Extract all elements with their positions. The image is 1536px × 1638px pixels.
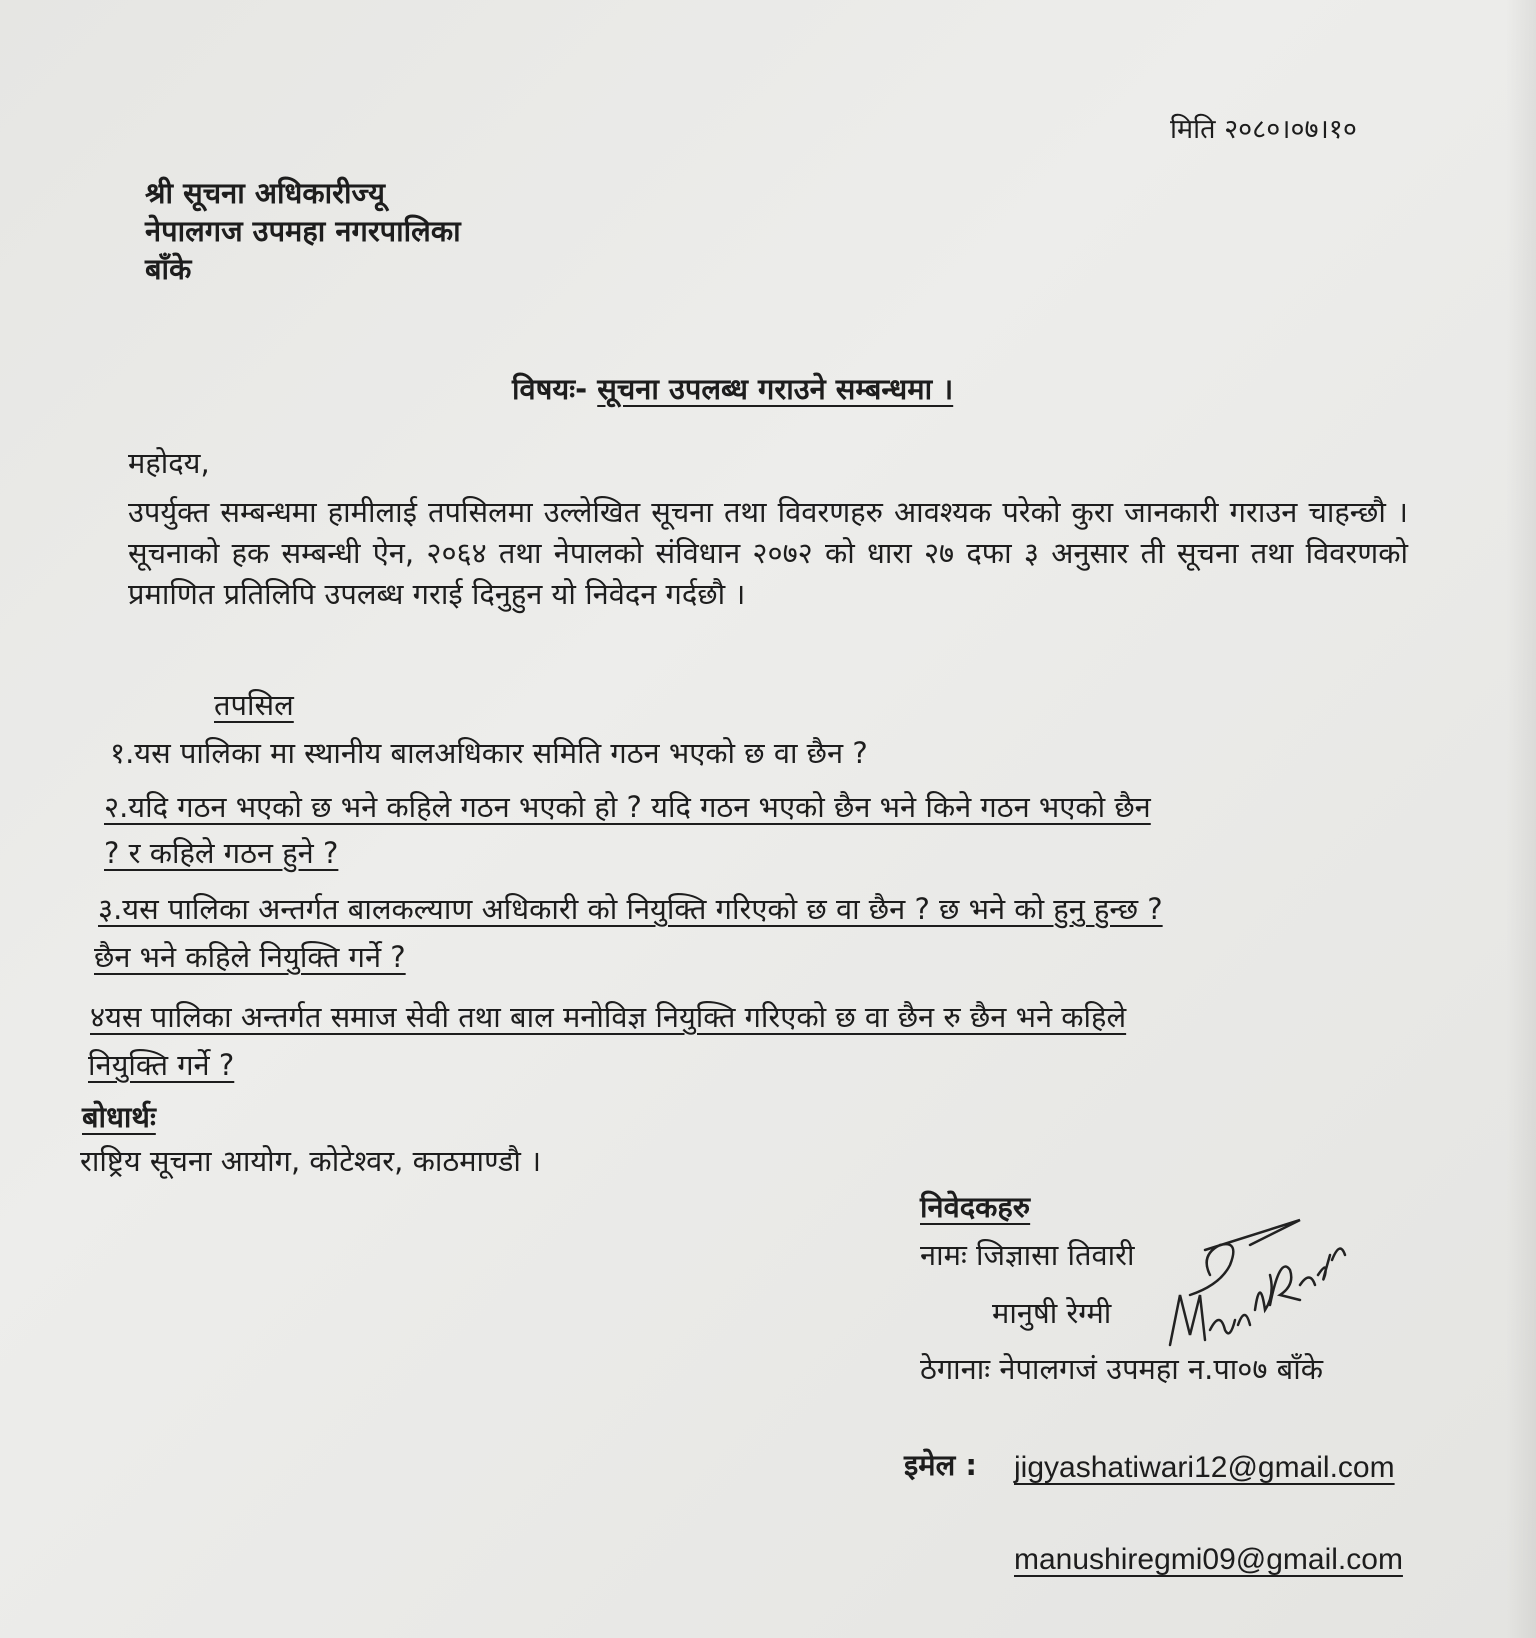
cc-text: राष्ट्रिय सूचना आयोग, कोटेश्वर, काठमाण्डौ ।	[80, 1144, 542, 1178]
detail-item-4-line-2: नियुक्ति गर्ने ?	[88, 1048, 235, 1082]
recipient-line-2: नेपालगज उपमहा नगरपालिका	[145, 214, 461, 248]
paper-edge-shadow	[1506, 0, 1536, 1638]
detail-item-2-line-2: ? र कहिले गठन हुने ?	[104, 836, 339, 870]
detail-item-2-line-1: २.यदि गठन भएको छ भने कहिले गठन भएको हो ? यदि गठन भएको छैन भने किने गठन भएको छैन	[104, 790, 1151, 824]
email-2: manushiregmi09@gmail.com	[1014, 1543, 1403, 1576]
recipient-line-3: बाँके	[145, 252, 192, 286]
recipient-line-1: श्री सूचना अधिकारीज्यू	[145, 176, 385, 210]
subject-label: विषयः-	[512, 372, 588, 406]
email-1: jigyashatiwari12@gmail.com	[1014, 1451, 1395, 1484]
body-paragraph: उपर्युक्त सम्बन्धमा हामीलाई तपसिलमा उल्लेखित सूचना तथा विवरणहरु आवश्यक परेको कुरा जानकारी गराउन चाहन्छौ । सूचनाको हक सम्बन्धी ऐन, २०६४ तथा नेपालको संविधान २०७२ को धारा २७ दफा ३ अनुसार ती सूचना तथा विवरणको प्रमाणित प्रतिलिपि उपलब्ध गराई दिनुहुन यो निवेदन गर्दछौ ।	[128, 495, 1408, 611]
email-label: इमेल :	[904, 1448, 977, 1482]
cc-label: बोधार्थः	[82, 1100, 156, 1134]
applicant-address: ठेगानाः नेपालगजं उपमहा न.पा०७ बाँके	[920, 1352, 1324, 1386]
applicants-heading: निवेदकहरु	[920, 1190, 1031, 1224]
detail-item-4-line-1: ४यस पालिका अन्तर्गत समाज सेवी तथा बाल मनोविज्ञ नियुक्ति गरिएको छ वा छैन रु छैन भने कहिले	[90, 1000, 1127, 1034]
subject-text: सूचना उपलब्ध गराउने सम्बन्धमा ।	[597, 372, 954, 406]
applicant-name-1: नामः जिज्ञासा तिवारी	[920, 1238, 1135, 1272]
applicant-name-2: मानुषी रेग्मी	[992, 1296, 1112, 1330]
date: मिति २०८०।०७।१०	[1170, 114, 1357, 145]
details-heading: तपसिल	[214, 688, 294, 722]
salutation: महोदय,	[128, 446, 210, 480]
subject	[512, 372, 953, 407]
detail-item-1: १.यस पालिका मा स्थानीय बालअधिकार समिति गठन भएको छ वा छैन ?	[110, 736, 868, 770]
signature	[1150, 1215, 1350, 1375]
detail-item-3-line-1: ३.यस पालिका अन्तर्गत बालकल्याण अधिकारी को नियुक्ति गरिएको छ वा छैन ? छ भने को हुनु हुन्छ ?	[98, 892, 1163, 926]
detail-item-3-line-2: छैन भने कहिले नियुक्ति गर्ने ?	[94, 940, 406, 974]
